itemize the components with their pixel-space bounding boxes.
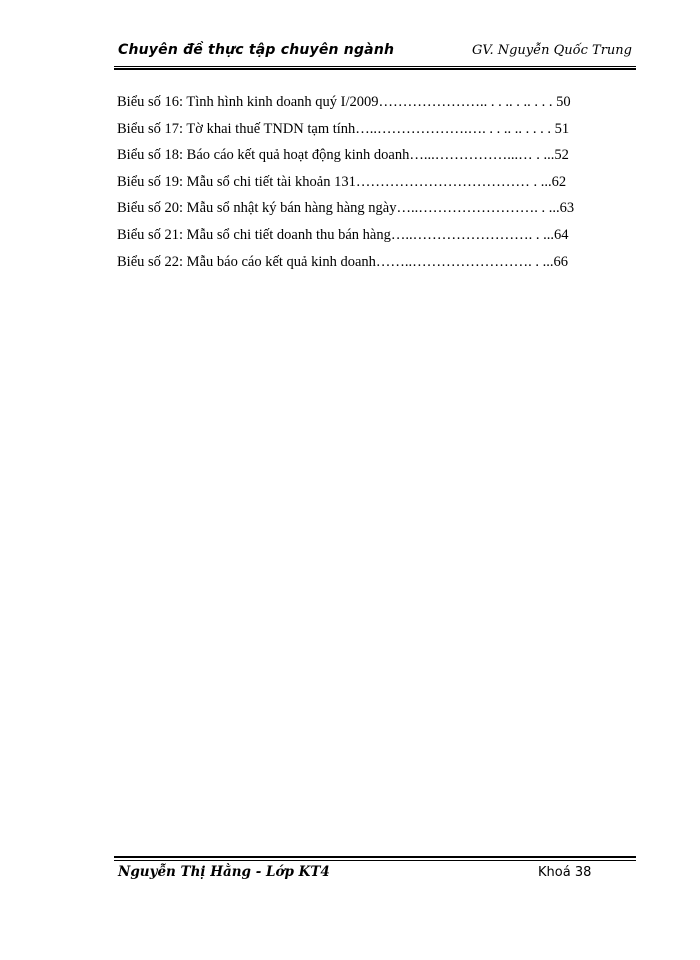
toc-entry: Biểu số 19: Mẫu sổ chi tiết tài khoản 131……………………………… . ...62: [117, 173, 567, 190]
header-rule-thick: [114, 68, 636, 70]
page-footer: [118, 864, 632, 886]
header-rule: [114, 66, 636, 67]
footer-rule-thick: [114, 856, 636, 858]
toc-entry: Biểu số 22: Mẫu báo cáo kết quả kinh doanh……..……………………. . ...66: [117, 253, 569, 270]
footer-rule: [114, 860, 636, 861]
table-of-figures: [117, 92, 637, 278]
toc-entry: Biểu số 17: Tờ khai thuế TNDN tạm tính…..……………….…. . . .. .. . . . . 51: [117, 120, 570, 137]
header-instructor: GV. Nguyễn Quốc Trung: [471, 43, 632, 58]
toc-entry: Biểu số 20: Mẫu sổ nhật ký bán hàng hàng ngày…..……………………. . ...63: [117, 200, 575, 217]
toc-entry: Biểu số 21: Mẫu sổ chi tiết doanh thu bán hàng…..……………………. . ...64: [117, 226, 569, 243]
footer-cohort: Khoá 38: [538, 865, 592, 880]
header-title: Chuyên đề thực tập chuyên ngành: [118, 42, 395, 58]
toc-entry: Biểu số 18: Báo cáo kết quả hoạt động kinh doanh…...……………...… . ...52: [117, 147, 569, 164]
toc-entry: Biểu số 16: Tình hình kinh doanh quý I/2009………………….. . . .. . .. . . . 50: [117, 94, 571, 110]
footer-author: Nguyễn Thị Hằng - Lớp KT4: [118, 864, 330, 880]
page-header: [118, 42, 632, 62]
